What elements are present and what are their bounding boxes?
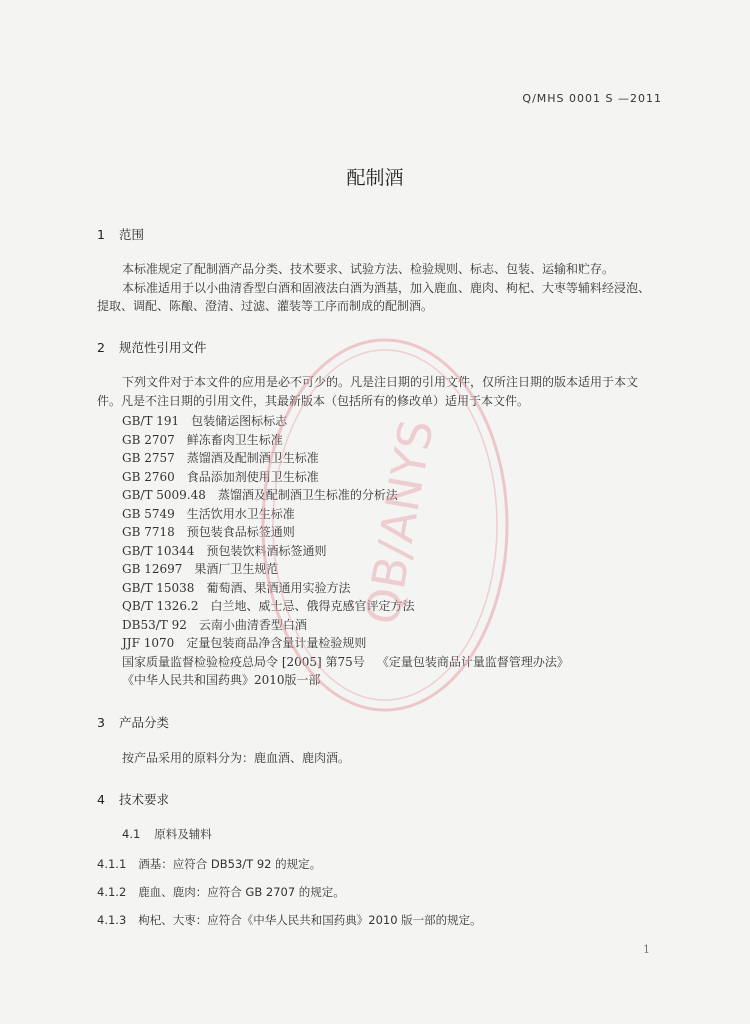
section-4-number: 4: [97, 792, 105, 807]
section-4-heading: [97, 790, 169, 808]
section-2-heading: [97, 338, 207, 356]
subsection-title: 原料及辅料: [154, 827, 212, 841]
reference-code: QB/T 1326.2: [122, 599, 199, 613]
reference-code: 《中华人民共和国药典》2010版一部: [122, 673, 321, 687]
clause-number: 4.1.2: [97, 885, 127, 899]
section-3-heading: [97, 713, 169, 731]
reference-code: GB 2760: [122, 469, 175, 484]
reference-code: 国家质量监督检验检疫总局令 [2005] 第75号: [122, 654, 365, 669]
section-2-intro-line-2: 件。凡是不注日期的引用文件，其最新版本（包括所有的修改单）适用于本文件。: [97, 394, 530, 408]
clause-4-1-1: [97, 856, 321, 872]
section-1-para-1: 本标准规定了配制酒产品分类、技术要求、试验方法、检验规则、标志、包装、运输和贮存。: [122, 262, 615, 276]
reference-code: GB/T 5009.48: [122, 488, 206, 502]
section-1-heading: [97, 225, 144, 243]
section-2-intro-line-1: 下列文件对于本文件的应用是必不可少的。凡是注日期的引用文件，仅所注日期的版本适用于本文: [122, 375, 639, 389]
reference-title: 《定量包装商品计量监督管理办法》: [376, 654, 569, 669]
clause-number: 4.1.3: [97, 913, 127, 927]
page-number: 1: [643, 943, 650, 956]
document-title: 配制酒: [346, 167, 404, 189]
reference-code: JJF 1070: [122, 636, 175, 650]
reference-title: 定量包装商品净含量计量检验规则: [186, 636, 367, 650]
reference-code: GB 2707: [122, 432, 175, 447]
clause-4-1-3: [97, 912, 482, 928]
reference-code: GB 5749: [122, 506, 175, 521]
reference-title: 预包装饮料酒标签通则: [206, 543, 327, 558]
reference-title: 果酒厂卫生规范: [194, 562, 279, 576]
section-4-title: 技术要求: [119, 792, 170, 807]
subsection-number: 4.1: [122, 827, 141, 841]
reference-code: GB 12697: [122, 562, 183, 576]
reference-title: 包装储运图标标志: [191, 414, 288, 428]
section-3-title: 产品分类: [119, 715, 170, 730]
section-3-para: 按产品采用的原料分为：鹿血酒、鹿肉酒。: [122, 751, 351, 765]
subsection-4-1-heading: [122, 826, 212, 842]
stamp-text: QB/ANYS: [354, 415, 444, 629]
clause-text: 鹿血、鹿肉：应符合 GB 2707 的规定。: [138, 885, 345, 899]
reference-code: GB/T 191: [122, 414, 180, 428]
reference-title: 蒸馏酒及配制酒卫生标准的分析法: [217, 488, 398, 502]
reference-title: 葡萄酒、果酒通用实验方法: [206, 580, 351, 595]
reference-title: 鲜冻畜肉卫生标准: [186, 432, 283, 447]
reference-code: DB53/T 92: [122, 617, 187, 632]
section-1-para-2-line-2: 提取、调配、陈酿、澄清、过滤、灌装等工序而制成的配制酒。: [97, 299, 434, 313]
section-3-number: 3: [97, 715, 105, 730]
reference-code: GB/T 10344: [122, 543, 195, 558]
reference-code: GB/T 15038: [122, 580, 195, 595]
reference-title: 食品添加剂使用卫生标准: [186, 469, 319, 484]
clause-number: 4.1.1: [97, 857, 127, 871]
reference-title: 蒸馏酒及配制酒卫生标准: [186, 451, 319, 465]
section-1-title: 范围: [119, 227, 145, 242]
section-2-title: 规范性引用文件: [119, 340, 207, 355]
reference-code: GB 7718: [122, 525, 175, 539]
document-number: Q/MHS 0001 S —2011: [522, 92, 662, 105]
reference-code: GB 2757: [122, 451, 175, 465]
section-1-para-2-line-1: 本标准适用于以小曲清香型白酒和固液法白酒为酒基，加入鹿血、鹿肉、枸杞、大枣等辅料经浸泡、: [122, 281, 651, 295]
reference-title: 云南小曲清香型白酒: [198, 617, 307, 632]
reference-title: 白兰地、威士忌、俄得克感官评定方法: [210, 599, 415, 613]
reference-title: 生活饮用水卫生标准: [186, 506, 295, 521]
clause-4-1-2: [97, 884, 345, 900]
section-1-number: 1: [97, 227, 105, 242]
registration-stamp: [255, 325, 515, 725]
clause-text: 酒基：应符合 DB53/T 92 的规定。: [138, 857, 322, 871]
clause-text: 枸杞、大枣：应符合《中华人民共和国药典》2010 版一部的规定。: [138, 913, 482, 927]
reference-title: 预包装食品标签通则: [186, 525, 295, 539]
section-2-number: 2: [97, 340, 105, 355]
